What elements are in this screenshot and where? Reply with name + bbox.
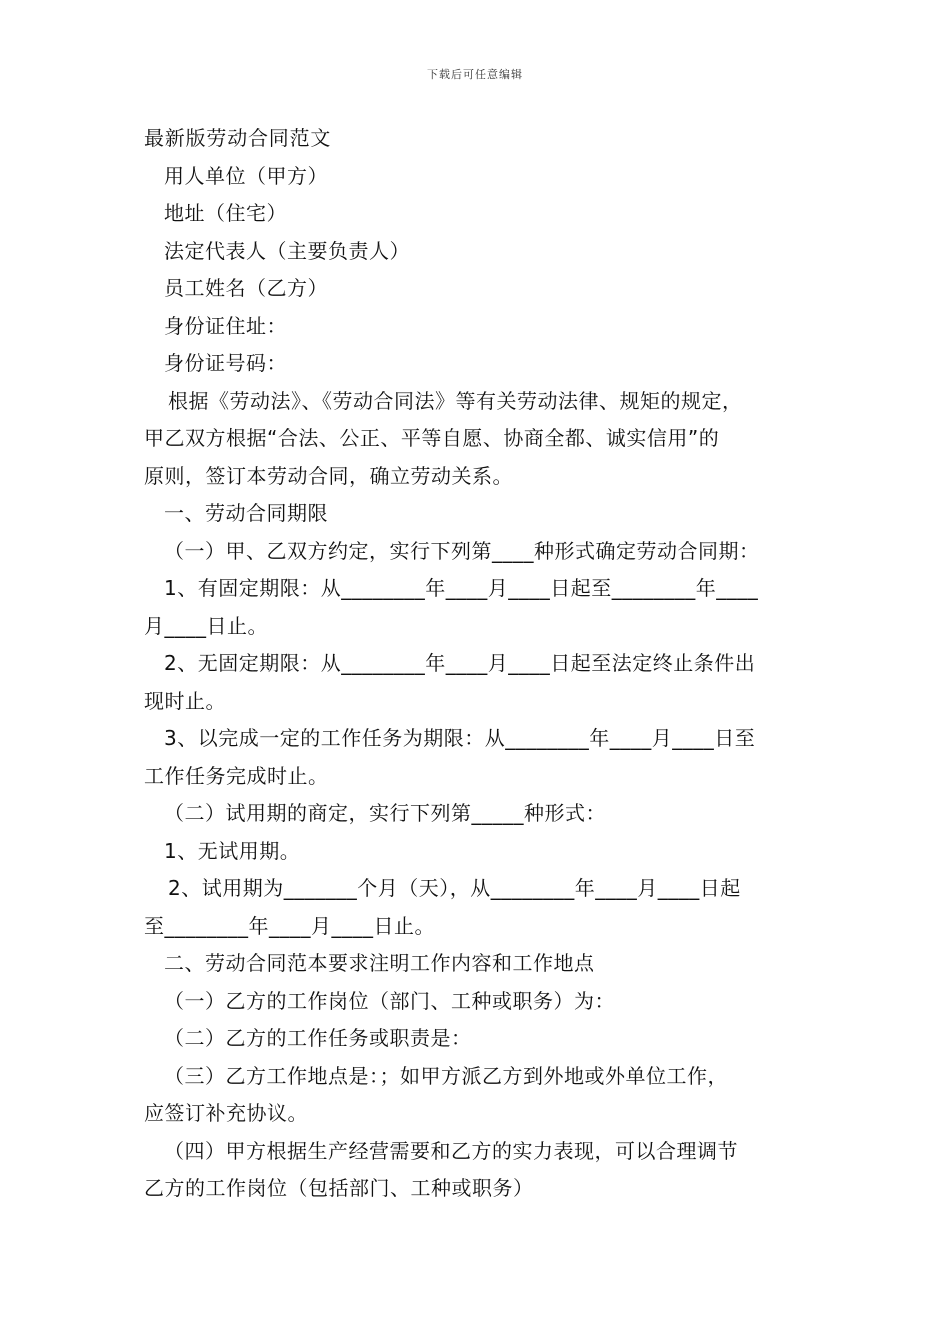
paragraph-line: 月____日止。 [144,613,268,638]
paragraph-line: 乙方的工作岗位（包括部门、工种或职务） [144,1176,534,1200]
paragraph-line: 至________年____月____日止。 [144,913,435,938]
paragraph-line: 1、有固定期限：从________年____月____日起至________年____ [164,576,759,600]
paragraph-line: 甲乙双方根据“合法、公正、平等自愿、协商全都、诚实信用”的 [144,426,720,450]
paragraph-line: 3、以完成一定的工作任务为期限：从________年____月____日至 [164,726,756,750]
field-address: 地址（住宅） [164,201,287,225]
paragraph-line: （二）试用期的商定，实行下列第_____种形式： [164,801,606,825]
paragraph-line: 2、无固定期限：从________年____月____日起至法定终止条件出 [164,651,756,675]
paragraph-line: 工作任务完成时止。 [144,763,329,788]
paragraph-line: 1、无试用期。 [164,838,301,863]
document-body [144,120,814,1208]
paragraph-line: 根据《劳动法》、《劳动合同法》等有关劳动法律、规矩的规定， [168,388,743,413]
section-heading: 一、劳动合同期限 [164,501,328,525]
paragraph-line: （一）甲、乙双方约定，实行下列第____种形式确定劳动合同期： [164,538,760,563]
section-heading: 二、劳动合同范本要求注明工作内容和工作地点 [164,951,595,975]
paragraph-line: （一）乙方的工作岗位（部门、工种或职务）为： [164,988,615,1013]
paragraph-line: 原则，签订本劳动合同，确立劳动关系。 [144,463,513,488]
field-employee-name: 员工姓名（乙方） [164,276,328,300]
field-id-address: 身份证住址： [164,313,287,338]
paragraph-line: 应签订补充协议。 [144,1101,308,1125]
paragraph-line: （四）甲方根据生产经营需要和乙方的实力表现，可以合理调节 [164,1138,738,1163]
field-employer: 用人单位（甲方） [164,163,328,188]
paragraph-line: 2、试用期为_______个月（天），从________年____月____日起 [168,876,741,900]
header-note: 下载后可任意编辑 [427,68,523,81]
paragraph-line: （三）乙方工作地点是：；如甲方派乙方到外地或外单位工作， [164,1063,728,1088]
field-id-number: 身份证号码： [164,351,287,375]
field-legal-representative: 法定代表人（主要负责人） [164,238,410,263]
paragraph-line: （二）乙方的工作任务或职责是： [164,1026,472,1050]
document-title: 最新版劳动合同范文 [144,126,332,150]
paragraph-line: 现时止。 [144,688,226,713]
